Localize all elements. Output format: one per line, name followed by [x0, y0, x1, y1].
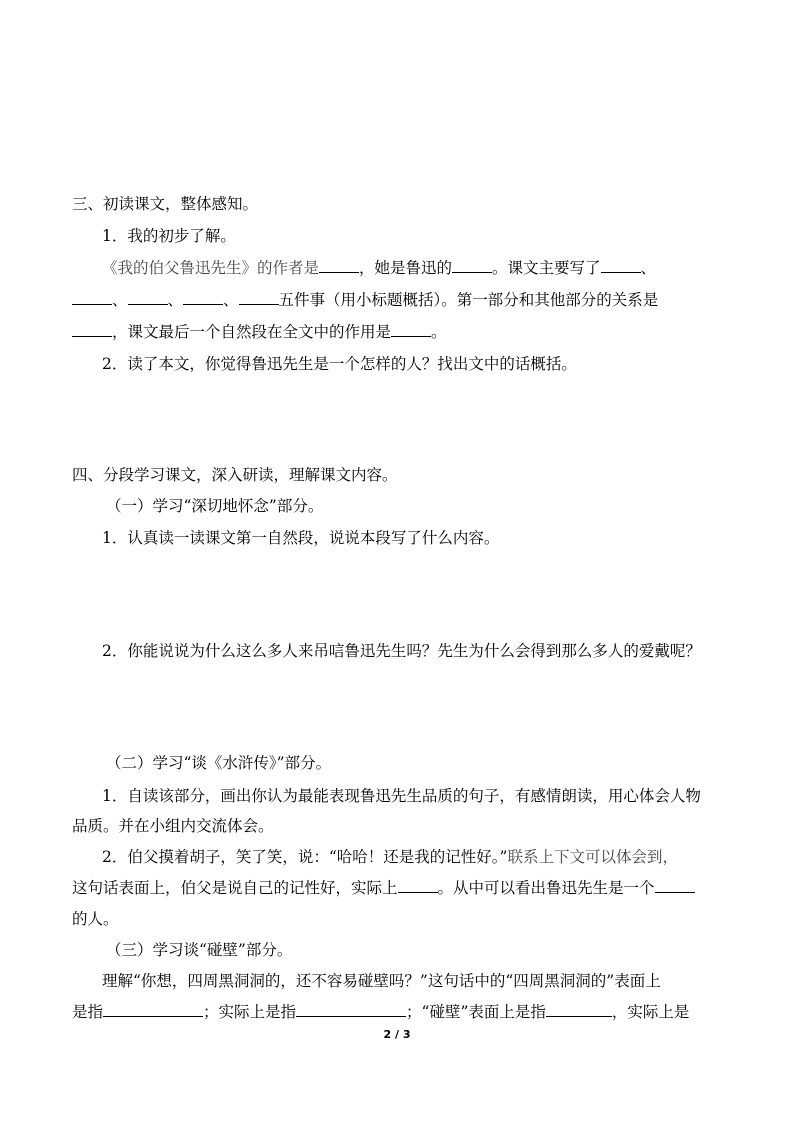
- quote-text: 2．伯父摸着胡子，笑了笑，说：“哈哈！还是我的记性好。”: [102, 848, 508, 866]
- question-1-title: 1．我的初步了解。: [102, 227, 236, 245]
- part-2-title: （二）学习“谈《水浒传》”部分。: [106, 754, 332, 772]
- blank-surface-meaning[interactable]: [103, 1002, 203, 1017]
- blank-author[interactable]: [319, 258, 359, 273]
- blank-event-4[interactable]: [183, 290, 223, 305]
- blank-last-para-role[interactable]: [391, 322, 431, 337]
- sep-1: 、: [112, 291, 128, 309]
- sep-2: 、: [167, 291, 184, 309]
- part-2-question-2-line-3: 的人。: [72, 910, 119, 928]
- blank-actual-meaning[interactable]: [398, 878, 438, 893]
- part-2-question-1-line-1: 1．自读该部分，画出你认为最能表现鲁迅先生品质的句子，有感情朗读，用心体会人物: [102, 787, 701, 805]
- q1-text-e: ，课文最后一个自然段在全文中的作用是: [112, 323, 392, 341]
- q1-text-f: 。: [431, 323, 447, 341]
- part-3-line-1: 理解“你想，四周黑洞洞的，还不容易碰壁吗？”这句话中的“四周黑洞洞的”表面上: [102, 972, 661, 990]
- blank-event-5[interactable]: [239, 290, 279, 305]
- part-2-question-2-line-2: [72, 878, 695, 898]
- p3-text-a: 是指: [72, 1003, 104, 1021]
- part-3-line-2: [72, 1002, 689, 1022]
- blank-person-type[interactable]: [655, 878, 695, 893]
- q1-text-b: ，她是鲁迅的: [359, 259, 453, 277]
- blank-event-1[interactable]: [601, 258, 641, 273]
- blank-relation[interactable]: [452, 258, 492, 273]
- q2-text-d: 。从中可以看出鲁迅先生是一个: [437, 879, 655, 897]
- p3-text-b: ；实际上是指: [203, 1003, 297, 1021]
- part-1-question-2: 2．你能说说为什么这么多人来吊唁鲁迅先生吗？先生为什么会得到那么多人的爱戴呢？: [102, 642, 701, 660]
- blank-wall-surface[interactable]: [546, 1002, 612, 1017]
- q1-text-d: 、: [640, 259, 657, 277]
- part-1-title: （一）学习“深切地怀念”部分。: [106, 497, 324, 515]
- section-3-heading: 三、初读课文，整体感知。: [72, 195, 259, 213]
- p3-text-d: ，实际上是: [611, 1003, 690, 1021]
- section-4-heading: 四、分段学习课文，深入研读，理解课文内容。: [72, 466, 398, 484]
- question-1-line-3: [72, 322, 447, 342]
- page-number: 2 / 3: [383, 1028, 411, 1041]
- part-2-question-2-line-1: [102, 847, 678, 867]
- q1-text-tail: 五件事（用小标题概括）。第一部分和其他部分的关系是: [278, 291, 659, 309]
- blank-relationship[interactable]: [72, 322, 112, 337]
- blank-event-2[interactable]: [72, 290, 112, 305]
- question-1-line-2: [72, 290, 658, 310]
- blank-event-3[interactable]: [128, 290, 168, 305]
- part-3-title: （三）学习谈“碰壁”部分。: [106, 941, 293, 959]
- part-1-question-1: 1．认真读一读课文第一自然段，说说本段写了什么内容。: [102, 529, 500, 547]
- p3-text-c: ；“碰壁”表面上是指: [406, 1003, 546, 1021]
- q1-text-a: 《我的伯父鲁迅先生》的作者是: [102, 259, 320, 277]
- blank-actual-meaning-2[interactable]: [296, 1002, 406, 1017]
- q2-text-c: 这句话表面上，伯父是说自己的记性好，实际上: [72, 879, 398, 897]
- part-2-question-1-line-2: 品质。并在小组内交流体会。: [72, 817, 274, 835]
- sep-3: 、: [223, 291, 239, 309]
- quote-context: 联系上下文可以体会到，: [507, 848, 678, 866]
- question-2: 2．读了本文，你觉得鲁迅先生是一个怎样的人？找出文中的话概括。: [102, 355, 577, 373]
- question-1-line-1: [102, 258, 656, 278]
- q1-text-c: 。课文主要写了: [492, 259, 601, 277]
